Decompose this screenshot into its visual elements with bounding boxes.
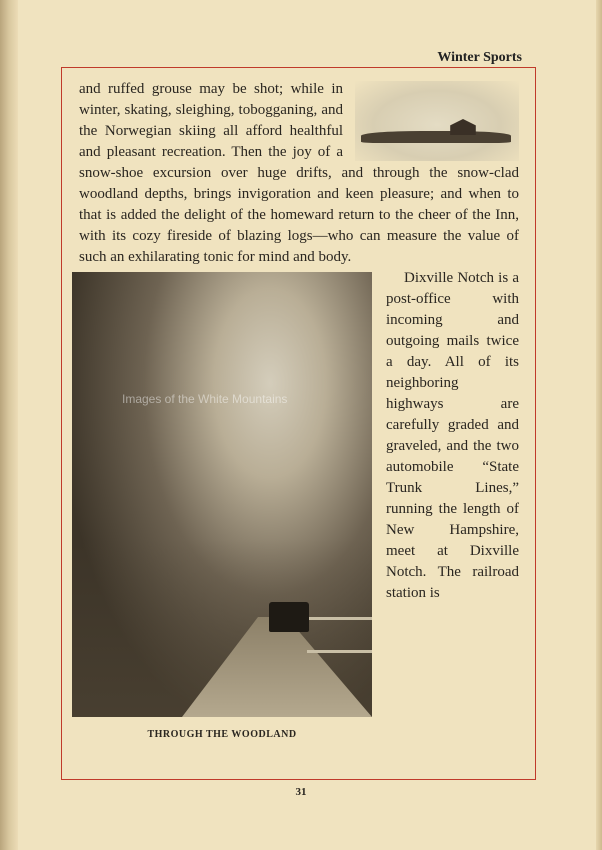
inn-landscape-photo (355, 81, 519, 161)
page-edge (596, 0, 602, 850)
running-header: Winter Sports (437, 50, 522, 65)
watermark: Images of the White Mountains (122, 392, 288, 406)
body-text (79, 79, 519, 740)
hill-silhouette (361, 131, 511, 143)
inn-building-silhouette (447, 119, 479, 135)
road-fence (307, 617, 372, 653)
photo-caption: THROUGH THE WOODLAND (147, 729, 297, 740)
automobile-icon (269, 602, 309, 632)
page-number: 31 (295, 786, 307, 798)
page-gutter (0, 0, 18, 850)
paragraph-winter-sports: and ruffed grouse may be shot; while in winter, skating, sleighing, tobogganing, and the Norwegian skiing all afford healthful and pleasant recreation. Then the joy of a snow-shoe excursion over huge drifts, and through the snow-clad woodland depths, brings invigoration and keen pleasure; and when to that is added the delight of the homeward return to the cheer of the Inn, with its cozy fireside of blazing logs—who can measure the value of such an exhilarating tonic for mind and body. (79, 81, 519, 265)
woodland-road-photo (72, 272, 372, 740)
paragraph-dixville-notch: Dixville Notch is a post-office with incoming and outgoing mails twice a day. All of its neighboring highways are carefully graded and graveled, and the two automobile “State Trunk Lines,” running the length of New Hampshire, meet at Dixville Notch. The railroad station is (386, 270, 519, 601)
